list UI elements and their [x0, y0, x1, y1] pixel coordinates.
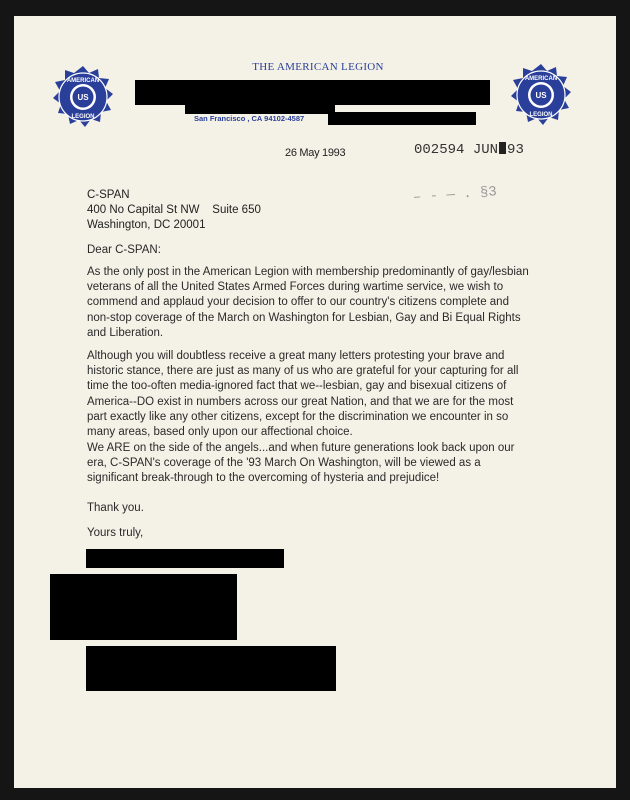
redaction-block — [50, 574, 237, 640]
stamp-number: 002594 — [414, 142, 465, 158]
american-legion-emblem-right — [509, 63, 573, 127]
emblem-top-text: AMERICAN — [524, 76, 558, 82]
paragraph-text: Although you will doubtless receive a great many letters protesting your brave and historic stance, there are just as many of us who are grateful for your capturing for all time the too-often media-ignored fact that we--lesbian, gay and bisexual citizens of America--DO exist in numbers across our great Nation, and that we are for the most part exactly like any other citizens, except for the discrimination we encounter in so many areas, based only upon our affectional choice. — [87, 350, 519, 439]
closing: Yours truly, — [87, 527, 144, 539]
recipient-address — [87, 188, 261, 233]
received-stamp — [414, 142, 524, 158]
recipient-line: 400 No Capital St NW Suite 650 — [87, 204, 261, 216]
recipient-line: C-SPAN — [87, 189, 130, 201]
stamp-blot — [499, 142, 506, 154]
redaction-block — [328, 112, 476, 125]
stamp-year: 93 — [507, 142, 524, 158]
emblem-bottom-text: LEGION — [529, 112, 553, 118]
emblem-top-text: AMERICAN — [66, 78, 100, 84]
thank-you: Thank you. — [87, 502, 144, 514]
redaction-block — [86, 646, 336, 691]
paragraph-text: As the only post in the American Legion with membership predominantly of gay/lesbian veterans of all the United States Armed Forces during wartime service, we wish to commend and applaud your decision to offer to our country's citizens complete and non-stop coverage of the March on Washington for Lesbian, Gay and Bi Equal Rights and Liberation. — [87, 266, 529, 339]
redaction-block — [86, 549, 284, 568]
salutation: Dear C-SPAN: — [87, 244, 161, 256]
redaction-block — [185, 104, 335, 114]
recipient-line: Washington, DC 20001 — [87, 219, 206, 231]
emblem-center-text: US — [535, 91, 547, 100]
emblem-bottom-text: LEGION — [71, 114, 95, 120]
american-legion-emblem-left — [51, 65, 115, 129]
redaction-block — [135, 80, 490, 105]
body-paragraph-1 — [87, 265, 534, 341]
emblem-center-text: US — [77, 93, 89, 102]
organization-name: THE AMERICAN LEGION — [252, 61, 384, 73]
stamp-month: JUN — [472, 142, 499, 158]
letter-date: 26 May 1993 — [285, 147, 346, 159]
paragraph-text: We ARE on the side of the angels...and when future generations look back upon our era, C-SPAN's coverage of the '93 March On Washington, will be viewed as a significant break-through to the overcoming of hysteria and prejudice! — [87, 442, 515, 485]
body-paragraph-2 — [87, 349, 534, 440]
letterhead-address: San Francisco , CA 94102-4587 — [194, 114, 305, 123]
body-paragraph-3 — [87, 441, 534, 487]
faint-stamp: – - — . §3 — [412, 184, 498, 206]
